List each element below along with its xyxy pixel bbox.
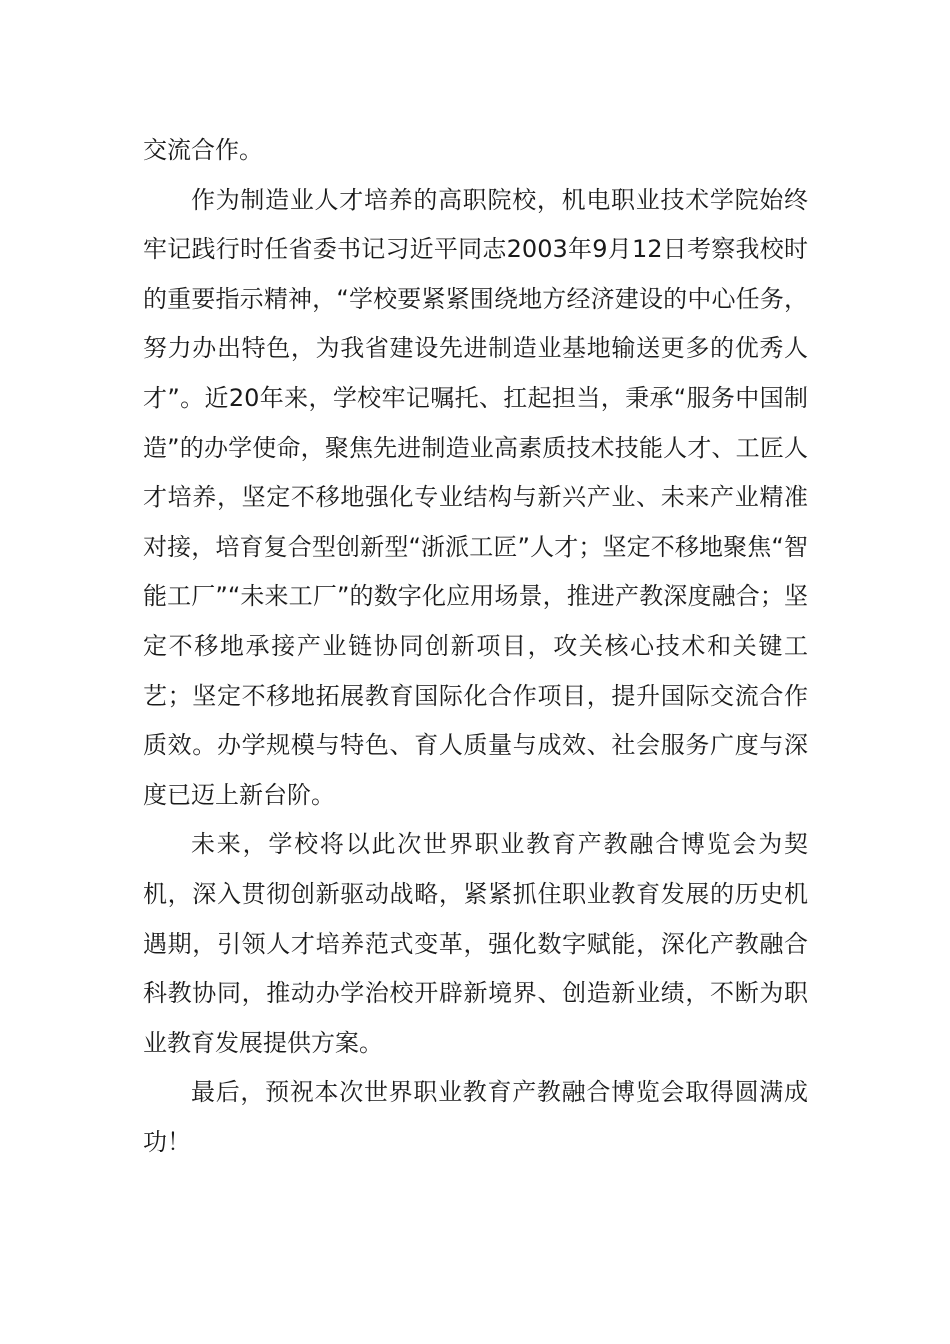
document-body — [143, 126, 808, 1167]
paragraph-future-outlook: 未来，学校将以此次世界职业教育产教融合博览会为契机，深入贯彻创新驱动战略，紧紧抓住职业教育发展的历史机遇期，引领人才培养范式变革，强化数字赋能，深化产教融合科教协同，推动办学治校开辟新境界、创造新业绩，不断为职业教育发展提供方案。 — [143, 830, 808, 1057]
paragraph-school-mission: 作为制造业人才培养的高职院校，机电职业技术学院始终牢记践行时任省委书记习近平同志2003年9月12日考察我校时的重要指示精神，“学校要紧紧围绕地方经济建设的中心任务，努力办出特色，为我省建设先进制造业基地输送更多的优秀人才”。近20年来，学校牢记嘱托、扛起担当，秉承“服务中国制造”的办学使命，聚焦先进制造业高素质技术技能人才、工匠人才培养，坚定不移地强化专业结构与新兴产业、未来产业精准对接，培育复合型创新型“浙派工匠”人才；坚定不移地聚焦“智能工厂”“未来工厂”的数字化应用场景，推进产教深度融合；坚定不移地承接产业链协同创新项目，攻关核心技术和关键工艺；坚定不移地拓展教育国际化合作项目，提升国际交流合作质效。办学规模与特色、育人质量与成效、社会服务广度与深度已迈上新台阶。 — [143, 185, 808, 809]
paragraph-continuation: 交流合作。 — [143, 136, 263, 164]
paragraph-closing-wish: 最后，预祝本次世界职业教育产教融合博览会取得圆满成功！ — [143, 1078, 808, 1156]
